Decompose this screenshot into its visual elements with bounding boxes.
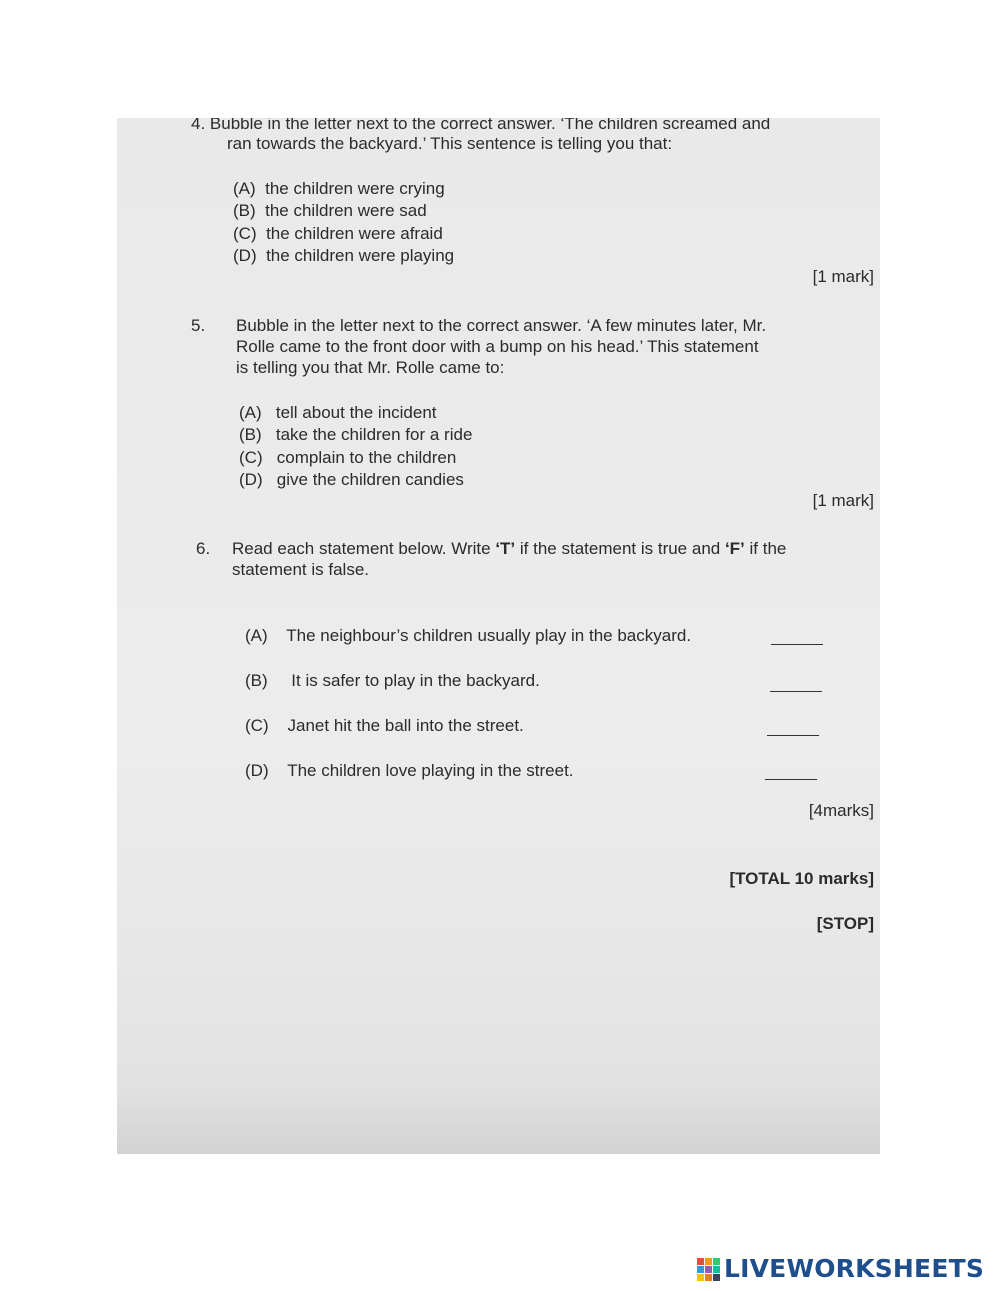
q4-line-1: 4. Bubble in the letter next to the correct answer. ‘The children screamed and (191, 118, 771, 133)
q6-answer-blank-a[interactable] (771, 630, 823, 650)
option-text: the children were crying (265, 179, 445, 198)
q6-text-post: if the (744, 539, 787, 558)
q6-text-pre: Read each statement below. Write (232, 539, 496, 558)
logo-square (705, 1258, 712, 1265)
q5-line-3: is telling you that Mr. Rolle came to: (236, 358, 505, 377)
q5-option-a[interactable] (239, 402, 437, 425)
option-text: the children were playing (266, 246, 455, 265)
q6-answer-blank-c[interactable] (767, 721, 819, 741)
q4-option-c[interactable] (233, 223, 443, 246)
option-letter: (D) (233, 246, 257, 265)
q4-line-2: ran towards the backyard.’ This sentence is telling you that: (227, 134, 673, 153)
option-letter: (A) (233, 179, 256, 198)
option-text: give the children candies (276, 470, 464, 489)
option-text: the children were afraid (266, 224, 443, 243)
page-shadow (117, 1088, 880, 1154)
statement-text: Janet hit the ball into the street. (287, 716, 524, 735)
logo-square (697, 1266, 704, 1273)
option-text: take the children for a ride (275, 425, 473, 444)
q4-option-b[interactable] (233, 200, 427, 223)
logo-square (697, 1258, 704, 1265)
liveworksheets-logo-icon (697, 1258, 720, 1281)
logo-square (697, 1274, 704, 1281)
option-letter: (B) (233, 201, 256, 220)
q6-false-letter: ‘F’ (724, 539, 745, 558)
statement-letter: (D) (245, 761, 269, 780)
q6-number: 6. (196, 539, 211, 558)
option-text: complain to the children (276, 448, 457, 467)
q6-statement-b (245, 670, 540, 693)
q5-number: 5. (191, 316, 206, 335)
q4-marks: [1 mark] (812, 267, 874, 286)
option-letter: (D) (239, 470, 263, 489)
q6-statement-d (245, 760, 574, 783)
statement-letter: (A) (245, 626, 268, 645)
logo-square (713, 1266, 720, 1273)
q6-line-1 (232, 538, 786, 560)
statement-letter: (C) (245, 716, 269, 735)
option-text: the children were sad (265, 201, 427, 220)
statement-text: It is safer to play in the backyard. (291, 671, 540, 690)
q5-line-1: Bubble in the letter next to the correct answer. ‘A few minutes later, Mr. (236, 316, 767, 335)
q6-line-2: statement is false. (232, 560, 370, 579)
q5-option-b[interactable] (239, 424, 472, 447)
q5-marks: [1 mark] (812, 491, 874, 510)
q5-option-d[interactable] (239, 469, 464, 492)
option-letter: (B) (239, 425, 262, 444)
logo-square (713, 1258, 720, 1265)
q6-marks: [4marks] (808, 801, 874, 820)
q6-true-letter: ‘T’ (495, 539, 516, 558)
q6-answer-blank-d[interactable] (765, 765, 817, 785)
statement-letter: (B) (245, 671, 268, 690)
logo-square (713, 1274, 720, 1281)
option-letter: (C) (233, 224, 257, 243)
q6-answer-blank-b[interactable] (770, 677, 822, 697)
q5-line-2: Rolle came to the front door with a bump on his head.’ This statement (236, 337, 759, 356)
liveworksheets-watermark (697, 1254, 984, 1284)
statement-text: The children love playing in the street. (287, 761, 574, 780)
option-text: tell about the incident (275, 403, 437, 422)
statement-text: The neighbour’s children usually play in the backyard. (286, 626, 692, 645)
total-marks: [TOTAL 10 marks] (729, 869, 874, 888)
option-letter: (A) (239, 403, 262, 422)
logo-square (705, 1266, 712, 1273)
q6-text-mid: if the statement is true and (515, 539, 725, 558)
logo-square (705, 1274, 712, 1281)
option-letter: (C) (239, 448, 263, 467)
q6-statement-c (245, 715, 524, 738)
q4-option-d[interactable] (233, 245, 454, 268)
q5-option-c[interactable] (239, 447, 456, 470)
liveworksheets-wordmark: LIVEWORKSHEETS (724, 1254, 985, 1283)
q4-option-a[interactable] (233, 178, 445, 201)
q6-statement-a (245, 625, 691, 648)
scanned-worksheet-page (117, 118, 880, 1154)
stop-label: [STOP] (816, 914, 874, 933)
